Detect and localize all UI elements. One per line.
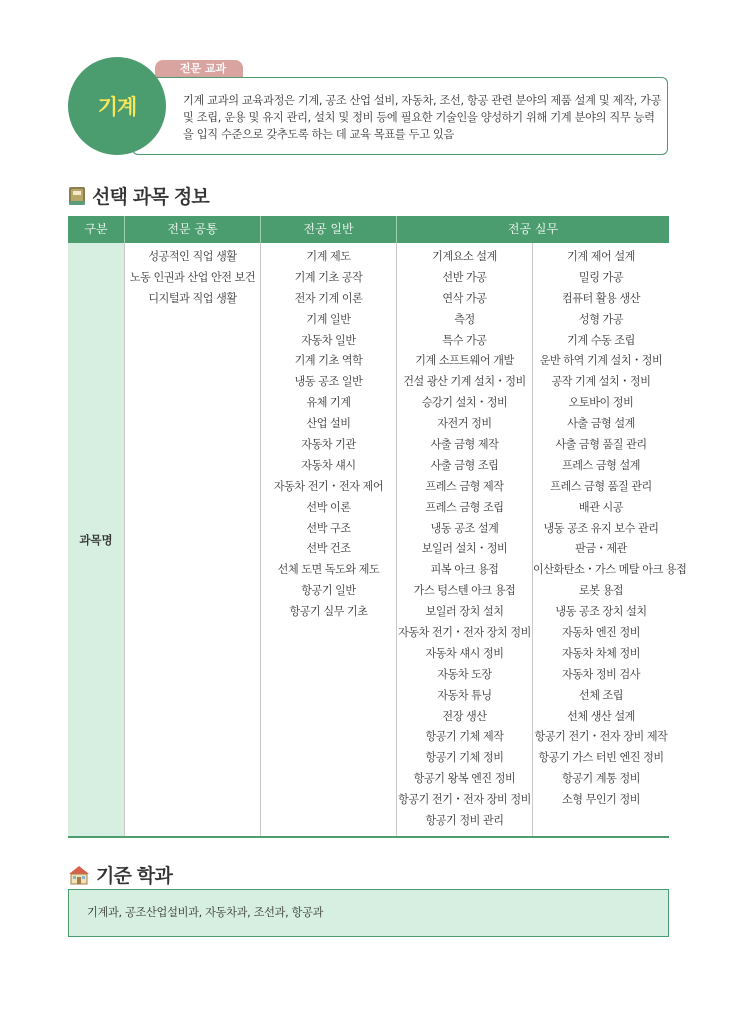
general-course: 기계 기초 공작 xyxy=(294,270,363,284)
practical-course: 승강기 설치・정비 xyxy=(421,396,508,410)
practical-course: 사출 금형 품질 관리 xyxy=(555,438,647,452)
practical-course: 냉동 공조 장치 설치 xyxy=(555,605,647,619)
practical-course: 피복 아크 용접 xyxy=(430,563,499,577)
header-general: 전공 일반 xyxy=(261,216,397,243)
practical-course: 프레스 금형 품질 관리 xyxy=(550,479,652,493)
practical-course: 항공기 계통 정비 xyxy=(561,772,641,786)
general-course: 자동차 기관 xyxy=(301,438,356,452)
departments-section-heading xyxy=(68,861,172,888)
practical-course: 냉동 공조 유지 보수 관리 xyxy=(543,521,659,535)
courses-section-title: 선택 과목 정보 xyxy=(92,186,209,208)
general-course: 선박 구조 xyxy=(306,521,351,535)
departments-section-title: 기준 학과 xyxy=(96,865,173,887)
subject-badge xyxy=(68,57,166,155)
practical-course: 기계 소프트웨어 개발 xyxy=(415,354,514,368)
practical-course: 판금・제관 xyxy=(575,542,627,556)
general-course: 산업 설비 xyxy=(306,417,351,431)
row-label: 과목명 xyxy=(68,243,125,836)
practical-course: 가스 텅스텐 아크 용접 xyxy=(413,584,516,598)
practical-course: 항공기 정비 관리 xyxy=(425,814,504,828)
practical-course: 기계 제어 설계 xyxy=(567,250,635,263)
common-course: 노동 인권과 산업 안전 보건 xyxy=(129,270,256,284)
practical-course: 자동차 전기・전자 장치 정비 xyxy=(398,626,531,640)
practical-course: 자전거 정비 xyxy=(437,417,492,431)
school-icon xyxy=(68,865,90,885)
general-course: 항공기 일반 xyxy=(301,584,356,598)
common-course: 디지털과 직업 생활 xyxy=(148,291,237,305)
general-course: 선박 이론 xyxy=(306,500,351,514)
common-course: 성공적인 직업 생활 xyxy=(148,250,237,263)
general-course: 냉동 공조 일반 xyxy=(294,375,363,389)
general-course: 자동차 섀시 xyxy=(301,458,356,472)
practical-course: 프레스 금형 조립 xyxy=(425,500,504,514)
subject-description: 기계 교과의 교육과정은 기계, 공조 산업 설비, 자동차, 조선, 항공 관련 분야의 제품 설계 및 제작, 가공 및 조립, 운용 및 유지 관리, 설치 및 정비 등에 필요한 기술인을 양성하기 위해 기계 분야의 직무 능력을 입직 수준으로 갖추도록 하는 데 교육 목표를 두고 있음 xyxy=(183,94,662,141)
practical-column-1 xyxy=(397,243,533,836)
departments-box xyxy=(68,889,669,937)
practical-course: 항공기 전기・전자 장비 제작 xyxy=(534,730,668,744)
practical-course: 선반 가공 xyxy=(442,270,487,284)
course-table-body xyxy=(68,243,687,838)
practical-course: 항공기 왕복 엔진 정비 xyxy=(413,772,516,786)
courses-section-heading xyxy=(68,182,209,209)
departments-list: 기계과, 공조산업설비과, 자동차과, 조선과, 항공과 xyxy=(87,906,324,919)
practical-course: 전장 생산 xyxy=(442,709,487,723)
practical-course: 선체 조립 xyxy=(578,688,624,702)
practical-course: 성형 가공 xyxy=(578,312,624,326)
header-common: 전문 공통 xyxy=(125,216,261,243)
practical-course: 자동차 섀시 정비 xyxy=(425,646,504,660)
practical-course: 사출 금형 조립 xyxy=(430,458,499,472)
practical-course: 기계 수동 조립 xyxy=(567,333,635,347)
practical-course: 보일러 설치・정비 xyxy=(421,542,508,556)
practical-course: 프레스 금형 설계 xyxy=(561,458,641,472)
practical-course: 컴퓨터 활용 생산 xyxy=(561,291,641,305)
practical-course: 자동차 엔진 정비 xyxy=(561,626,641,640)
practical-course: 자동차 차체 정비 xyxy=(561,646,641,660)
practical-course: 공작 기계 설치・정비 xyxy=(551,375,651,389)
practical-course: 특수 가공 xyxy=(442,333,487,347)
course-table-header xyxy=(68,216,669,243)
practical-course: 측정 xyxy=(454,312,475,326)
general-course: 항공기 실무 기초 xyxy=(289,605,368,619)
practical-course: 로봇 용접 xyxy=(578,584,624,598)
general-course: 기계 기초 역학 xyxy=(294,354,363,368)
header-category: 구분 xyxy=(68,216,125,243)
practical-column-2 xyxy=(533,243,687,836)
practical-course: 연삭 가공 xyxy=(442,291,487,305)
practical-course: 항공기 기체 정비 xyxy=(425,751,504,765)
general-course: 기계 제도 xyxy=(306,250,351,263)
subject-type-tag: 전문 교과 xyxy=(155,60,243,77)
practical-course: 운반 하역 기계 설치・정비 xyxy=(539,354,663,368)
general-course: 유체 기계 xyxy=(306,396,351,410)
practical-course: 자동차 정비 검사 xyxy=(561,667,641,681)
common-column xyxy=(125,243,261,836)
practical-course: 자동차 도장 xyxy=(437,667,492,681)
book-icon xyxy=(68,186,86,206)
practical-course: 배관 시공 xyxy=(578,500,624,514)
general-course: 선박 건조 xyxy=(306,542,351,556)
practical-course: 건설 광산 기계 설치・정비 xyxy=(403,375,526,389)
practical-course: 항공기 가스 터빈 엔진 정비 xyxy=(538,751,664,765)
practical-course: 선체 생산 설계 xyxy=(567,709,635,723)
general-course: 전자 기계 이론 xyxy=(294,291,363,305)
practical-course: 오토바이 정비 xyxy=(568,396,634,410)
practical-course: 냉동 공조 설계 xyxy=(430,521,499,535)
practical-course: 밀링 가공 xyxy=(578,270,624,284)
header-practical: 전공 실무 xyxy=(507,222,559,236)
practical-course: 보일러 장치 설치 xyxy=(425,605,504,619)
practical-course: 항공기 전기・전자 장비 정비 xyxy=(398,793,531,807)
general-course: 자동차 전기・전자 제어 xyxy=(273,479,384,493)
practical-course: 사출 금형 설계 xyxy=(567,417,635,431)
general-course: 선체 도면 독도와 제도 xyxy=(277,563,380,577)
practical-course: 기계요소 설계 xyxy=(432,250,497,263)
general-course: 기계 일반 xyxy=(306,312,351,326)
practical-course: 항공기 기체 제작 xyxy=(425,730,504,744)
practical-course: 프레스 금형 제작 xyxy=(425,479,504,493)
practical-course: 사출 금형 제작 xyxy=(430,438,499,452)
practical-course: 이산화탄소・가스 메탈 아크 용접 xyxy=(533,563,687,577)
general-course: 자동차 일반 xyxy=(301,333,356,347)
course-table xyxy=(68,216,687,838)
practical-course: 자동차 튜닝 xyxy=(437,688,492,702)
practical-course: 소형 무인기 정비 xyxy=(561,793,641,807)
subject-title: 기계 xyxy=(97,95,137,119)
general-column xyxy=(261,243,397,836)
